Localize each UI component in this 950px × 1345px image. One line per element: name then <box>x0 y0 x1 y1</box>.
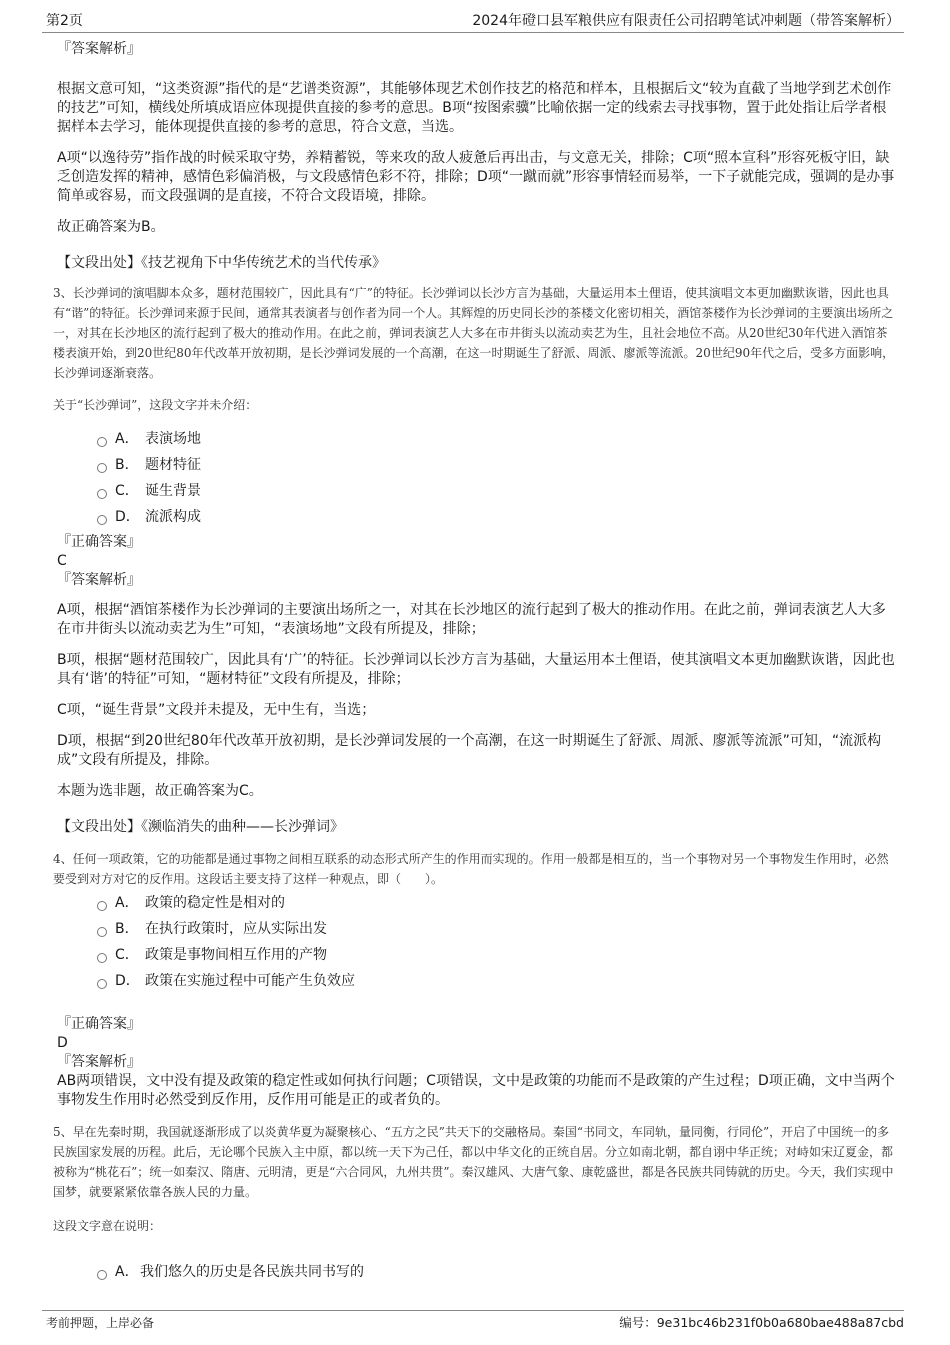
question-stem: 这段文字意在说明： <box>53 1219 162 1233</box>
document-content <box>53 40 897 1288</box>
radio-icon[interactable] <box>97 927 107 937</box>
analysis-paragraph: AB两项错误，文中没有提及政策的稳定性或如何执行问题；C项错误，文中是政策的功能而不是政策的产生过程；D项正确，文中当两个事物发生作用时必然受到反作用，反作用可能是正的或者负的。 <box>57 1073 895 1108</box>
radio-icon[interactable] <box>97 515 107 525</box>
page-number: 第2页 <box>46 13 83 29</box>
question-text: 4、任何一项政策，它的功能都是通过事物之间相互联系的动态形式所产生的作用而实现的。作用一般都是相互的，当一个事物对另一个事物发生作用时，必然要受到对方对它的反作用。这段话主要支持了这样一种观点，即（ ）。 <box>53 852 889 886</box>
analysis-paragraph: D项，根据“到20世纪80年代改革开放初期，是长沙弹词发展的一个高潮，在这一时期诞生了舒派、周派、廖派等流派”可知，“流派构成”文段有所提及，排除。 <box>57 733 882 768</box>
option-list <box>57 1262 897 1288</box>
analysis-paragraph: 根据文意可知，“这类资源”指代的是“艺谱类资源”，其能够体现艺术创作技艺的格范和样本，且根据后文“较为直截了当地学到艺术创作的技艺”可知，横线处所填成语应体现提供直接的参考的意思。B项“按图索骥”比喻依据一定的线索去寻找事物，置于此处指让后学者根据样本去学习，能体现提供直接的参考的意思，符合文意，当选。 <box>57 81 892 135</box>
option-a[interactable]: A． 我们悠久的历史是各民族共同书写的 <box>57 1262 897 1288</box>
option-d[interactable]: D． 流派构成 <box>57 507 897 533</box>
radio-icon[interactable] <box>97 489 107 499</box>
footer-slogan: 考前押题，上岸必备 <box>46 1316 155 1330</box>
document-code: 编号：9e31bc46b231f0b0a680bae488a87cbd <box>619 1315 904 1330</box>
correct-answer: D <box>57 1035 68 1051</box>
radio-icon[interactable] <box>97 901 107 911</box>
option-c[interactable]: C． 政策是事物间相互作用的产物 <box>57 945 897 971</box>
source-citation: 【文段出处】《濒临消失的曲种——长沙弹词》 <box>57 819 344 835</box>
analysis-conclusion: 本题为选非题，故正确答案为C。 <box>57 783 263 799</box>
option-a[interactable]: A． 政策的稳定性是相对的 <box>57 893 897 919</box>
radio-icon[interactable] <box>97 979 107 989</box>
question-stem: 关于“长沙弹词”，这段文字并未介绍： <box>53 398 258 412</box>
option-b[interactable]: B． 在执行政策时，应从实际出发 <box>57 919 897 945</box>
analysis-heading: 『答案解析』 <box>57 572 141 588</box>
radio-icon[interactable] <box>97 463 107 473</box>
analysis-paragraph: A项“以逸待劳”指作战的时候采取守势，养精蓄锐，等来攻的敌人疲惫后再出击，与文意无关，排除；C项“照本宣科”形容死板守旧，缺乏创造发挥的精神，感情色彩偏消极，与文段感情色彩不符，排除；D项“一蹴而就”形容事情轻而易举，一下子就能完成，强调的是办事简单或容易，而文段强调的是直接，不符合文段语境，排除。 <box>57 150 895 204</box>
correct-answer-heading: 『正确答案』 <box>57 1016 141 1032</box>
question-text: 3、长沙弹词的演唱脚本众多，题材范围较广，因此具有“广”的特征。长沙弹词以长沙方言为基础，大量运用本土俚语，使其演唱文本更加幽默诙谐，因此也具有“谐”的特征。长沙弹词来源于民间，通常其表演者与创作者为同一个人。其辉煌的历史同长沙的茶楼文化密切相关，酒馆茶楼作为长沙弹词的主要演出场所之一，对其在长沙地区的流行起到了极大的推动作用。在此之前，弹词表演艺人大多在市井街头以流动卖艺为生，且社会地位不高。从20世纪30年代进入酒馆茶楼表演开始，到20世纪80年代改革开放初期，是长沙弹词发展的一个高潮，在这一时期诞生了舒派、周派、廖派等流派。20世纪90年代之后，受多方面影响，长沙弹词逐渐衰落。 <box>53 286 895 380</box>
correct-answer: C <box>57 553 67 569</box>
option-d[interactable]: D． 政策在实施过程中可能产生负效应 <box>57 971 897 997</box>
radio-icon[interactable] <box>97 953 107 963</box>
analysis-heading: 『答案解析』 <box>57 41 141 57</box>
analysis-conclusion: 故正确答案为B。 <box>57 219 165 235</box>
radio-icon[interactable] <box>97 1270 107 1280</box>
option-a[interactable]: A． 表演场地 <box>57 429 897 455</box>
document-title: 2024年磴口县军粮供应有限责任公司招聘笔试冲刺题（带答案解析） <box>472 13 900 29</box>
question-text: 5、早在先秦时期，我国就逐渐形成了以炎黄华夏为凝聚核心、“五方之民”共天下的交融格局。秦国“书同文，车同轨，量同衡，行同伦”，开启了中国统一的多民族国家发展的历程。此后，无论哪个民族入主中原，都以统一天下为己任，都以中华文化的正统自居。分立如南北朝，都自诩中华正统；对峙如宋辽夏金，都被称为“桃花石”；统一如秦汉、隋唐、元明清，更是“六合同风，九州共贯”。秦汉雄风、大唐气象、康乾盛世，都是各民族共同铸就的历史。今天，我们实现中国梦，就要紧紧依靠各族人民的力量。 <box>53 1125 894 1199</box>
analysis-paragraph: B项，根据“题材范围较广，因此具有‘广’的特征。长沙弹词以长沙方言为基础，大量运用本土俚语，使其演唱文本更加幽默诙谐，因此也具有‘谐’的特征”可知，“题材特征”文段有所提及，排除； <box>57 652 895 687</box>
analysis-heading: 『答案解析』 <box>57 1054 141 1070</box>
page-header <box>42 10 904 33</box>
source-citation: 【文段出处】《技艺视角下中华传统艺术的当代传承》 <box>57 255 386 271</box>
analysis-paragraph: C项，“诞生背景”文段并未提及，无中生有，当选； <box>57 702 376 718</box>
option-b[interactable]: B． 题材特征 <box>57 455 897 481</box>
option-list <box>57 893 897 997</box>
option-list <box>57 429 897 533</box>
option-c[interactable]: C． 诞生背景 <box>57 481 897 507</box>
radio-icon[interactable] <box>97 437 107 447</box>
analysis-paragraph: A项，根据“酒馆茶楼作为长沙弹词的主要演出场所之一，对其在长沙地区的流行起到了极大的推动作用。在此之前，弹词表演艺人大多在市井街头以流动卖艺为生”可知，“表演场地”文段有所提及，排除； <box>57 602 886 637</box>
correct-answer-heading: 『正确答案』 <box>57 534 141 550</box>
page-footer <box>42 1310 904 1335</box>
